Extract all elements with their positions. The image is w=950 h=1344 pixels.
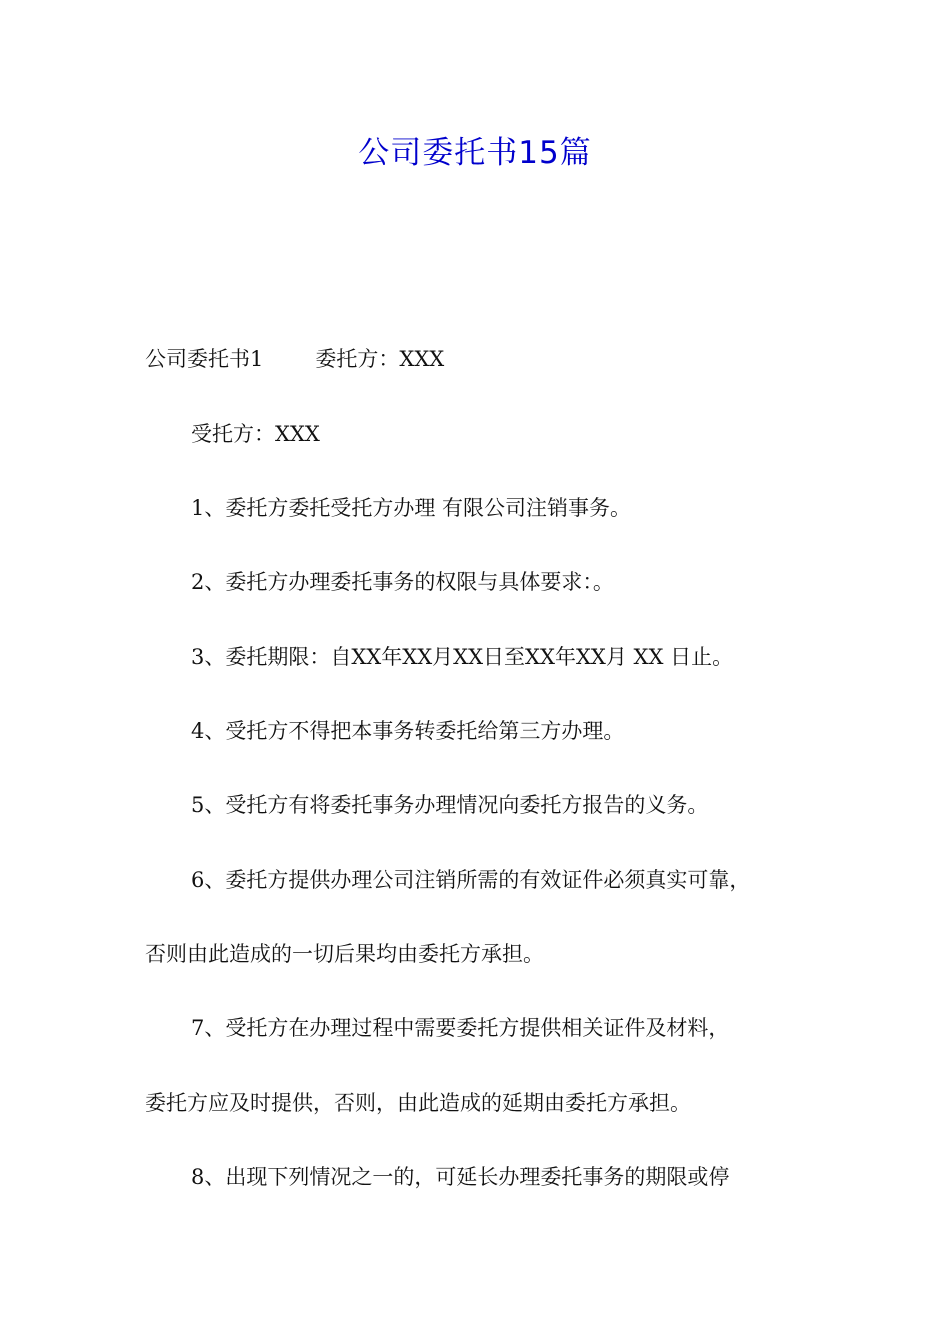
- text-line-5: 3、委托期限：自XX年XX月XX日至XX年XX月 XX 日止。: [191, 645, 734, 669]
- section-heading: 公司委托书1: [145, 347, 264, 371]
- text-line-2: 受托方：XXX: [191, 422, 320, 446]
- text-line-11: 委托方应及时提供，否则，由此造成的延期由委托方承担。: [145, 1091, 691, 1115]
- entrusting-party: 委托方：XXX: [315, 347, 445, 371]
- page-title: 公司委托书15篇: [358, 135, 592, 171]
- text-line-3: 1、委托方委托受托方办理 有限公司注销事务。: [191, 496, 632, 520]
- text-line-1: [145, 344, 835, 374]
- text-line-9: 否则由此造成的一切后果均由委托方承担。: [145, 942, 544, 966]
- text-line-12: 8、出现下列情况之一的，可延长办理委托事务的期限或停: [191, 1165, 730, 1189]
- text-line-10: 7、受托方在办理过程中需要委托方提供相关证件及材料，: [191, 1016, 730, 1040]
- text-line-4: 2、委托方办理委托事务的权限与具体要求：。: [191, 570, 614, 594]
- text-line-8: 6、委托方提供办理公司注销所需的有效证件必须真实可靠，: [191, 868, 751, 892]
- text-line-6: 4、受托方不得把本事务转委托给第三方办理。: [191, 719, 625, 743]
- text-line-7: 5、受托方有将委托事务办理情况向委托方报告的义务。: [191, 793, 709, 817]
